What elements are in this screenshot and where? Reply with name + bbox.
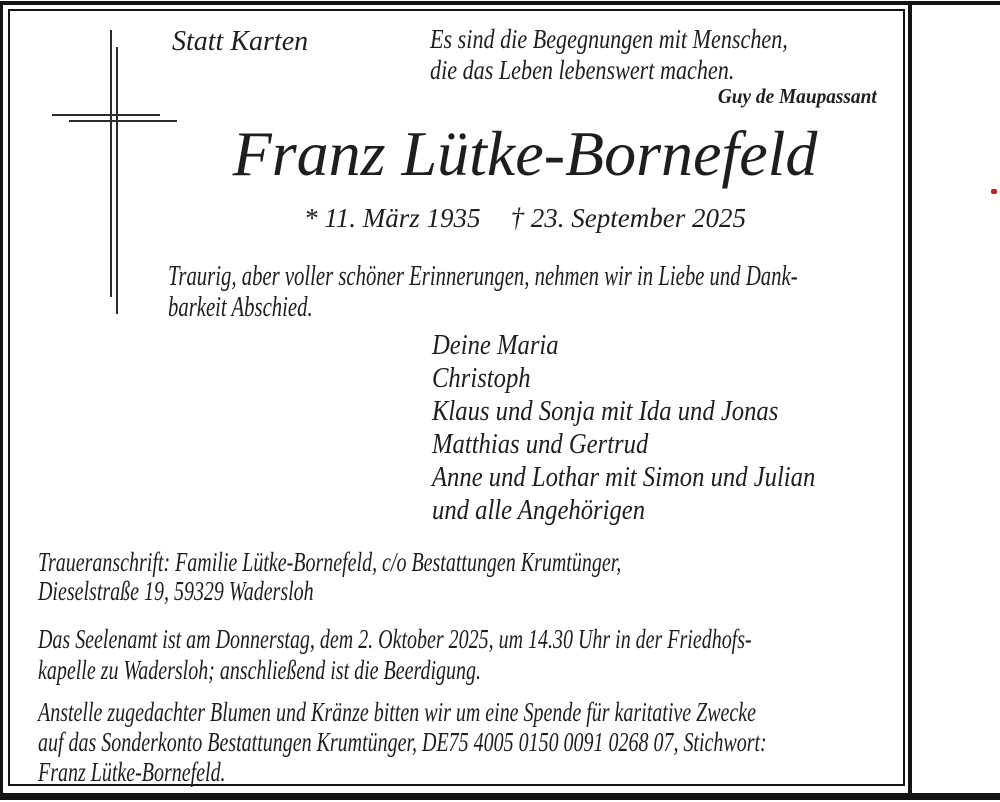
cross-horizontal-line bbox=[69, 120, 177, 122]
outer-border-left bbox=[0, 1, 3, 800]
intro-line: barkeit Abschied. bbox=[168, 292, 313, 323]
donation-info bbox=[38, 697, 1000, 787]
quote-attribution: Guy de Maupassant bbox=[718, 84, 877, 108]
address-line: Dieselstraße 19, 59329 Wadersloh bbox=[38, 576, 314, 606]
cross-vertical-line bbox=[116, 47, 118, 314]
life-dates bbox=[170, 203, 880, 234]
service-line: kapelle zu Wadersloh; anschließend ist die Beerdigung. bbox=[38, 655, 481, 685]
red-dot-marker bbox=[991, 189, 997, 194]
mourners-list bbox=[432, 329, 868, 527]
intro-line: Traurig, aber voller schöner Erinnerungen, nehmen wir in Liebe und Dank- bbox=[168, 261, 798, 292]
outer-border-bottom bbox=[0, 793, 1000, 800]
condolence-address bbox=[38, 548, 826, 606]
service-info bbox=[38, 624, 1000, 686]
cross-horizontal-line bbox=[52, 114, 160, 116]
mourner-line: Klaus und Sonja mit Ida und Jonas bbox=[432, 396, 779, 427]
birth-date: * 11. März 1935 bbox=[304, 203, 481, 233]
quote-line: Es sind die Begegnungen mit Menschen, bbox=[430, 24, 788, 54]
mourner-line: Christoph bbox=[432, 363, 531, 394]
address-line: Traueranschrift: Familie Lütke-Bornefeld, c/o Bestattungen Krumtünger, bbox=[38, 547, 622, 577]
mourner-line: und alle Angehörigen bbox=[432, 495, 646, 526]
mourner-line: Deine Maria bbox=[432, 330, 559, 361]
quote-line: die das Leben lebenswert machen. bbox=[430, 55, 735, 85]
intro-paragraph bbox=[168, 261, 1000, 323]
mourner-line: Matthias und Gertrud bbox=[432, 429, 649, 460]
quote-block bbox=[430, 24, 866, 86]
cross-vertical-line bbox=[110, 30, 112, 297]
donation-line: Anstelle zugedachter Blumen und Kränze bitten wir um eine Spende für karitative Zwecke bbox=[38, 697, 757, 727]
donation-line: auf das Sonderkonto Bestattungen Krumtünger, DE75 4005 0150 0091 0268 07, Stichwort: bbox=[38, 727, 767, 757]
deceased-name: Franz Lütke-Bornefeld bbox=[232, 118, 818, 189]
donation-line: Franz Lütke-Bornefeld. bbox=[38, 757, 226, 787]
statt-karten-label: Statt Karten bbox=[172, 26, 309, 57]
mourner-line: Anne und Lothar mit Simon und Julian bbox=[432, 462, 816, 493]
death-date: † 23. September 2025 bbox=[510, 203, 746, 233]
service-line: Das Seelenamt ist am Donnerstag, dem 2. Oktober 2025, um 14.30 Uhr in der Friedhofs- bbox=[38, 624, 752, 654]
outer-border-top bbox=[0, 1, 1000, 5]
